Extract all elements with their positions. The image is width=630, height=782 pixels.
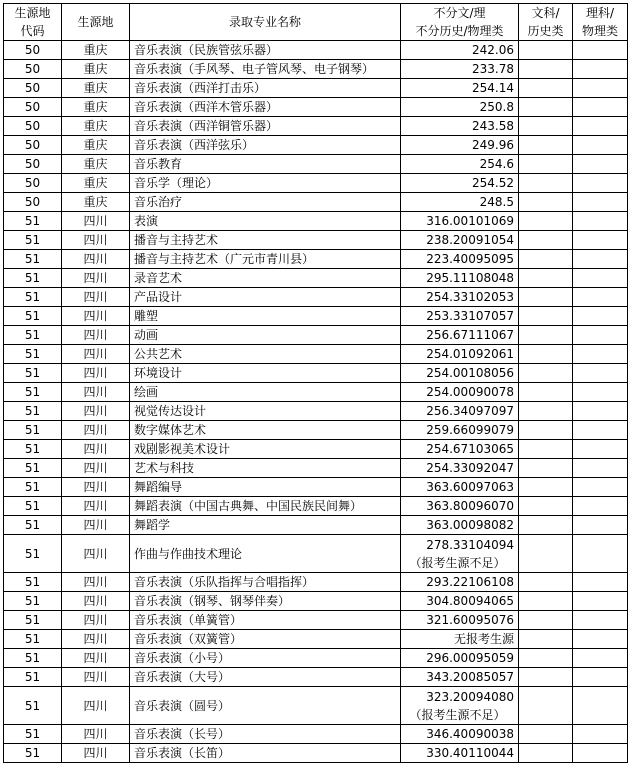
- score-value: 363.80096070: [426, 499, 514, 513]
- major-cell: 绘画: [130, 383, 401, 402]
- score-any-cell: [401, 345, 519, 364]
- major-cell: 音乐表演（西洋铜管乐器）: [130, 117, 401, 136]
- score-value: 253.33107057: [426, 309, 514, 323]
- score-arts-cell: [519, 364, 573, 383]
- origin-cell: 重庆: [62, 136, 130, 155]
- score-sci-cell: [573, 744, 628, 763]
- major-cell: 音乐学（理论）: [130, 174, 401, 193]
- score-any-cell: [401, 307, 519, 326]
- major-cell: 动画: [130, 326, 401, 345]
- score-value: 254.14: [472, 81, 514, 95]
- table-row: [4, 687, 628, 725]
- table-row: [4, 193, 628, 212]
- score-value: 242.06: [472, 43, 514, 57]
- score-any-cell: [401, 117, 519, 136]
- score-value: 256.67111067: [426, 328, 514, 342]
- origin-cell: 四川: [62, 668, 130, 687]
- table-row: [4, 231, 628, 250]
- score-sci-cell: [573, 269, 628, 288]
- origin-code-cell: 51: [4, 364, 62, 383]
- score-any-cell: [401, 573, 519, 592]
- score-value: 256.34097097: [426, 404, 514, 418]
- score-sci-cell: [573, 668, 628, 687]
- score-any-cell: [401, 687, 519, 725]
- origin-code-cell: 51: [4, 630, 62, 649]
- table-row: [4, 402, 628, 421]
- score-any-cell: [401, 41, 519, 60]
- score-sci-cell: [573, 725, 628, 744]
- origin-code-cell: 50: [4, 79, 62, 98]
- score-value: 363.00098082: [426, 518, 514, 532]
- score-value: 243.58: [472, 119, 514, 133]
- score-any-cell: [401, 383, 519, 402]
- col-major-header: 录取专业名称: [130, 4, 401, 41]
- major-cell: 舞蹈学: [130, 516, 401, 535]
- score-any-cell: [401, 611, 519, 630]
- major-cell: 音乐表演（西洋弦乐）: [130, 136, 401, 155]
- origin-code-cell: 51: [4, 573, 62, 592]
- score-any-cell: [401, 497, 519, 516]
- col-origin-header: 生源地: [62, 4, 130, 41]
- table-row: [4, 725, 628, 744]
- major-cell: 作曲与作曲技术理论: [130, 535, 401, 573]
- score-any-cell: [401, 649, 519, 668]
- score-value: 330.40110044: [426, 746, 514, 760]
- score-arts-cell: [519, 725, 573, 744]
- major-cell: 音乐治疗: [130, 193, 401, 212]
- score-value: 无报考生源: [453, 632, 514, 646]
- origin-cell: 四川: [62, 326, 130, 345]
- score-sci-cell: [573, 649, 628, 668]
- major-cell: 数字媒体艺术: [130, 421, 401, 440]
- score-value: 254.33102053: [426, 290, 514, 304]
- score-any-cell: [401, 364, 519, 383]
- origin-code-cell: 50: [4, 117, 62, 136]
- score-any-cell: [401, 440, 519, 459]
- score-sci-cell: [573, 573, 628, 592]
- score-sci-cell: [573, 60, 628, 79]
- table-row: [4, 364, 628, 383]
- score-any-cell: [401, 60, 519, 79]
- score-note: （报考生源不足）: [409, 555, 506, 570]
- origin-cell: 四川: [62, 725, 130, 744]
- score-sci-cell: [573, 155, 628, 174]
- score-arts-cell: [519, 193, 573, 212]
- major-cell: 播音与主持艺术: [130, 231, 401, 250]
- score-arts-cell: [519, 212, 573, 231]
- score-value: 254.6: [479, 157, 514, 171]
- major-cell: 音乐教育: [130, 155, 401, 174]
- origin-cell: 重庆: [62, 98, 130, 117]
- score-value: 346.40090038: [426, 727, 514, 741]
- score-arts-cell: [519, 41, 573, 60]
- score-value: 363.60097063: [426, 480, 514, 494]
- score-any-cell: [401, 459, 519, 478]
- score-sci-cell: [573, 611, 628, 630]
- origin-code-cell: 51: [4, 611, 62, 630]
- score-sci-cell: [573, 212, 628, 231]
- origin-cell: 四川: [62, 231, 130, 250]
- origin-cell: 四川: [62, 649, 130, 668]
- origin-cell: 四川: [62, 212, 130, 231]
- origin-code-cell: 51: [4, 535, 62, 573]
- score-arts-cell: [519, 345, 573, 364]
- table-row: [4, 573, 628, 592]
- score-any-cell: [401, 725, 519, 744]
- major-cell: 公共艺术: [130, 345, 401, 364]
- table-row: [4, 611, 628, 630]
- origin-cell: 重庆: [62, 117, 130, 136]
- score-any-cell: [401, 478, 519, 497]
- score-arts-cell: [519, 459, 573, 478]
- origin-cell: 四川: [62, 364, 130, 383]
- score-arts-cell: [519, 421, 573, 440]
- score-arts-cell: [519, 668, 573, 687]
- score-any-cell: [401, 250, 519, 269]
- score-arts-cell: [519, 269, 573, 288]
- score-sci-cell: [573, 41, 628, 60]
- table-row: [4, 478, 628, 497]
- origin-cell: 四川: [62, 744, 130, 763]
- table-row: [4, 440, 628, 459]
- score-sci-cell: [573, 421, 628, 440]
- score-arts-cell: [519, 630, 573, 649]
- score-value: 254.67103065: [426, 442, 514, 456]
- origin-code-cell: 51: [4, 326, 62, 345]
- table-row: [4, 497, 628, 516]
- table-row: [4, 155, 628, 174]
- origin-code-cell: 51: [4, 402, 62, 421]
- origin-code-cell: 51: [4, 307, 62, 326]
- score-value: 249.96: [472, 138, 514, 152]
- score-arts-cell: [519, 155, 573, 174]
- score-sci-cell: [573, 326, 628, 345]
- origin-code-cell: 51: [4, 383, 62, 402]
- origin-cell: 四川: [62, 402, 130, 421]
- score-sci-cell: [573, 345, 628, 364]
- score-any-cell: [401, 212, 519, 231]
- table-row: [4, 136, 628, 155]
- origin-code-cell: 51: [4, 459, 62, 478]
- table-row: [4, 269, 628, 288]
- origin-cell: 四川: [62, 459, 130, 478]
- score-sci-cell: [573, 193, 628, 212]
- score-arts-cell: [519, 383, 573, 402]
- origin-cell: 四川: [62, 573, 130, 592]
- score-arts-cell: [519, 744, 573, 763]
- score-sci-cell: [573, 364, 628, 383]
- score-sci-cell: [573, 117, 628, 136]
- origin-cell: 重庆: [62, 174, 130, 193]
- score-value: 321.60095076: [426, 613, 514, 627]
- major-cell: 音乐表演（钢琴、钢琴伴奏）: [130, 592, 401, 611]
- score-arts-cell: [519, 687, 573, 725]
- score-arts-cell: [519, 307, 573, 326]
- origin-code-cell: 51: [4, 649, 62, 668]
- score-any-cell: [401, 79, 519, 98]
- score-any-cell: [401, 326, 519, 345]
- table-row: [4, 516, 628, 535]
- major-cell: 录音艺术: [130, 269, 401, 288]
- score-arts-cell: [519, 516, 573, 535]
- major-cell: 音乐表演（长号）: [130, 725, 401, 744]
- score-any-cell: [401, 668, 519, 687]
- origin-code-cell: 51: [4, 288, 62, 307]
- origin-code-cell: 51: [4, 478, 62, 497]
- score-sci-cell: [573, 687, 628, 725]
- origin-cell: 四川: [62, 383, 130, 402]
- origin-cell: 四川: [62, 250, 130, 269]
- origin-code-cell: 51: [4, 212, 62, 231]
- score-sci-cell: [573, 535, 628, 573]
- origin-code-cell: 51: [4, 687, 62, 725]
- table-row: [4, 98, 628, 117]
- origin-code-cell: 51: [4, 744, 62, 763]
- col-score-arts-header: 文科/ 历史类: [519, 4, 573, 41]
- major-cell: 产品设计: [130, 288, 401, 307]
- table-row: [4, 250, 628, 269]
- score-arts-cell: [519, 478, 573, 497]
- score-any-cell: [401, 231, 519, 250]
- origin-cell: 四川: [62, 478, 130, 497]
- major-cell: 戏剧影视美术设计: [130, 440, 401, 459]
- origin-cell: 重庆: [62, 60, 130, 79]
- origin-cell: 四川: [62, 440, 130, 459]
- score-sci-cell: [573, 231, 628, 250]
- score-sci-cell: [573, 440, 628, 459]
- major-cell: 音乐表演（西洋木管乐器）: [130, 98, 401, 117]
- score-value: 316.00101069: [426, 214, 514, 228]
- score-sci-cell: [573, 250, 628, 269]
- score-any-cell: [401, 136, 519, 155]
- origin-cell: 四川: [62, 535, 130, 573]
- score-arts-cell: [519, 98, 573, 117]
- table-row: [4, 383, 628, 402]
- score-value: 295.11108048: [426, 271, 514, 285]
- score-value: 254.01092061: [426, 347, 514, 361]
- major-cell: 舞蹈编导: [130, 478, 401, 497]
- score-arts-cell: [519, 402, 573, 421]
- score-any-cell: [401, 516, 519, 535]
- origin-code-cell: 51: [4, 421, 62, 440]
- origin-cell: 四川: [62, 345, 130, 364]
- score-sci-cell: [573, 288, 628, 307]
- table-row: [4, 307, 628, 326]
- major-cell: 雕塑: [130, 307, 401, 326]
- score-sci-cell: [573, 478, 628, 497]
- origin-cell: 重庆: [62, 79, 130, 98]
- table-row: [4, 630, 628, 649]
- score-any-cell: [401, 421, 519, 440]
- score-value: 304.80094065: [426, 594, 514, 608]
- origin-cell: 四川: [62, 516, 130, 535]
- score-value: 254.00108056: [426, 366, 514, 380]
- score-arts-cell: [519, 440, 573, 459]
- origin-cell: 重庆: [62, 193, 130, 212]
- score-sci-cell: [573, 402, 628, 421]
- table-row: [4, 174, 628, 193]
- origin-cell: 四川: [62, 497, 130, 516]
- score-any-cell: [401, 744, 519, 763]
- origin-code-cell: 51: [4, 725, 62, 744]
- origin-cell: 四川: [62, 307, 130, 326]
- origin-cell: 四川: [62, 288, 130, 307]
- score-value: 278.33104094: [426, 537, 514, 552]
- table-row: [4, 459, 628, 478]
- score-value: 293.22106108: [426, 575, 514, 589]
- score-sci-cell: [573, 136, 628, 155]
- score-arts-cell: [519, 174, 573, 193]
- major-cell: 音乐表演（民族管弦乐器）: [130, 41, 401, 60]
- score-any-cell: [401, 193, 519, 212]
- origin-cell: 四川: [62, 421, 130, 440]
- score-any-cell: [401, 155, 519, 174]
- major-cell: 环境设计: [130, 364, 401, 383]
- origin-cell: 四川: [62, 630, 130, 649]
- score-arts-cell: [519, 79, 573, 98]
- origin-code-cell: 50: [4, 41, 62, 60]
- score-value: 259.66099079: [426, 423, 514, 437]
- origin-code-cell: 51: [4, 250, 62, 269]
- score-value: 248.5: [479, 195, 514, 209]
- score-any-cell: [401, 98, 519, 117]
- score-any-cell: [401, 174, 519, 193]
- major-cell: 舞蹈表演（中国古典舞、中国民族民间舞）: [130, 497, 401, 516]
- col-origin-code-header: 生源地 代码: [4, 4, 62, 41]
- score-sci-cell: [573, 383, 628, 402]
- table-row: [4, 345, 628, 364]
- score-value: 223.40095095: [426, 252, 514, 266]
- origin-cell: 重庆: [62, 41, 130, 60]
- major-cell: 音乐表演（双簧管）: [130, 630, 401, 649]
- score-any-cell: [401, 630, 519, 649]
- table-row: [4, 744, 628, 763]
- score-any-cell: [401, 402, 519, 421]
- table-row: [4, 649, 628, 668]
- origin-code-cell: 50: [4, 98, 62, 117]
- table-row: [4, 288, 628, 307]
- origin-code-cell: 51: [4, 440, 62, 459]
- score-value: 250.8: [479, 100, 514, 114]
- origin-code-cell: 51: [4, 668, 62, 687]
- origin-cell: 四川: [62, 611, 130, 630]
- major-cell: 音乐表演（小号）: [130, 649, 401, 668]
- score-any-cell: [401, 269, 519, 288]
- score-arts-cell: [519, 136, 573, 155]
- score-value: 343.20085057: [426, 670, 514, 684]
- major-cell: 视觉传达设计: [130, 402, 401, 421]
- table-row: [4, 668, 628, 687]
- major-cell: 音乐表演（西洋打击乐）: [130, 79, 401, 98]
- score-sci-cell: [573, 630, 628, 649]
- score-arts-cell: [519, 117, 573, 136]
- origin-cell: 重庆: [62, 155, 130, 174]
- table-row: [4, 326, 628, 345]
- score-arts-cell: [519, 592, 573, 611]
- major-cell: 音乐表演（大号）: [130, 668, 401, 687]
- score-arts-cell: [519, 250, 573, 269]
- col-score-sci-header: 理科/ 物理类: [573, 4, 628, 41]
- origin-code-cell: 51: [4, 231, 62, 250]
- origin-cell: 四川: [62, 687, 130, 725]
- origin-code-cell: 50: [4, 193, 62, 212]
- col-score-any-header: 不分文/理 不分历史/物理类: [401, 4, 519, 41]
- score-sci-cell: [573, 516, 628, 535]
- score-sci-cell: [573, 174, 628, 193]
- score-note: （报考生源不足）: [409, 707, 506, 722]
- score-arts-cell: [519, 611, 573, 630]
- score-value: 233.78: [472, 62, 514, 76]
- table-row: [4, 41, 628, 60]
- origin-code-cell: 51: [4, 516, 62, 535]
- origin-code-cell: 51: [4, 345, 62, 364]
- score-arts-cell: [519, 231, 573, 250]
- table-row: [4, 117, 628, 136]
- table-row: [4, 212, 628, 231]
- table-row: [4, 421, 628, 440]
- score-arts-cell: [519, 573, 573, 592]
- origin-code-cell: 50: [4, 60, 62, 79]
- score-any-cell: [401, 535, 519, 573]
- major-cell: 艺术与科技: [130, 459, 401, 478]
- origin-cell: 四川: [62, 269, 130, 288]
- score-arts-cell: [519, 535, 573, 573]
- major-cell: 音乐表演（长笛）: [130, 744, 401, 763]
- score-sci-cell: [573, 79, 628, 98]
- score-value: 254.33092047: [426, 461, 514, 475]
- table-row: [4, 592, 628, 611]
- score-sci-cell: [573, 98, 628, 117]
- score-sci-cell: [573, 307, 628, 326]
- score-any-cell: [401, 592, 519, 611]
- score-arts-cell: [519, 60, 573, 79]
- score-value: 296.00095059: [426, 651, 514, 665]
- table-row: [4, 79, 628, 98]
- score-value: 254.52: [472, 176, 514, 190]
- origin-code-cell: 51: [4, 269, 62, 288]
- score-value: 254.00090078: [426, 385, 514, 399]
- score-arts-cell: [519, 326, 573, 345]
- score-arts-cell: [519, 649, 573, 668]
- origin-code-cell: 50: [4, 155, 62, 174]
- major-cell: 音乐表演（手风琴、电子管风琴、电子钢琴）: [130, 60, 401, 79]
- origin-cell: 四川: [62, 592, 130, 611]
- score-value: 323.20094080: [426, 689, 514, 704]
- major-cell: 播音与主持艺术（广元市青川县）: [130, 250, 401, 269]
- score-any-cell: [401, 288, 519, 307]
- table-row: [4, 535, 628, 573]
- major-cell: 音乐表演（单簧管）: [130, 611, 401, 630]
- major-cell: 音乐表演（乐队指挥与合唱指挥）: [130, 573, 401, 592]
- score-arts-cell: [519, 288, 573, 307]
- score-arts-cell: [519, 497, 573, 516]
- score-sci-cell: [573, 459, 628, 478]
- origin-code-cell: 51: [4, 497, 62, 516]
- origin-code-cell: 50: [4, 136, 62, 155]
- origin-code-cell: 51: [4, 592, 62, 611]
- major-cell: 表演: [130, 212, 401, 231]
- admission-score-table: [3, 3, 628, 763]
- header-row: [4, 4, 628, 41]
- score-sci-cell: [573, 592, 628, 611]
- score-value: 238.20091054: [426, 233, 514, 247]
- origin-code-cell: 50: [4, 174, 62, 193]
- major-cell: 音乐表演（圆号）: [130, 687, 401, 725]
- table-row: [4, 60, 628, 79]
- score-sci-cell: [573, 497, 628, 516]
